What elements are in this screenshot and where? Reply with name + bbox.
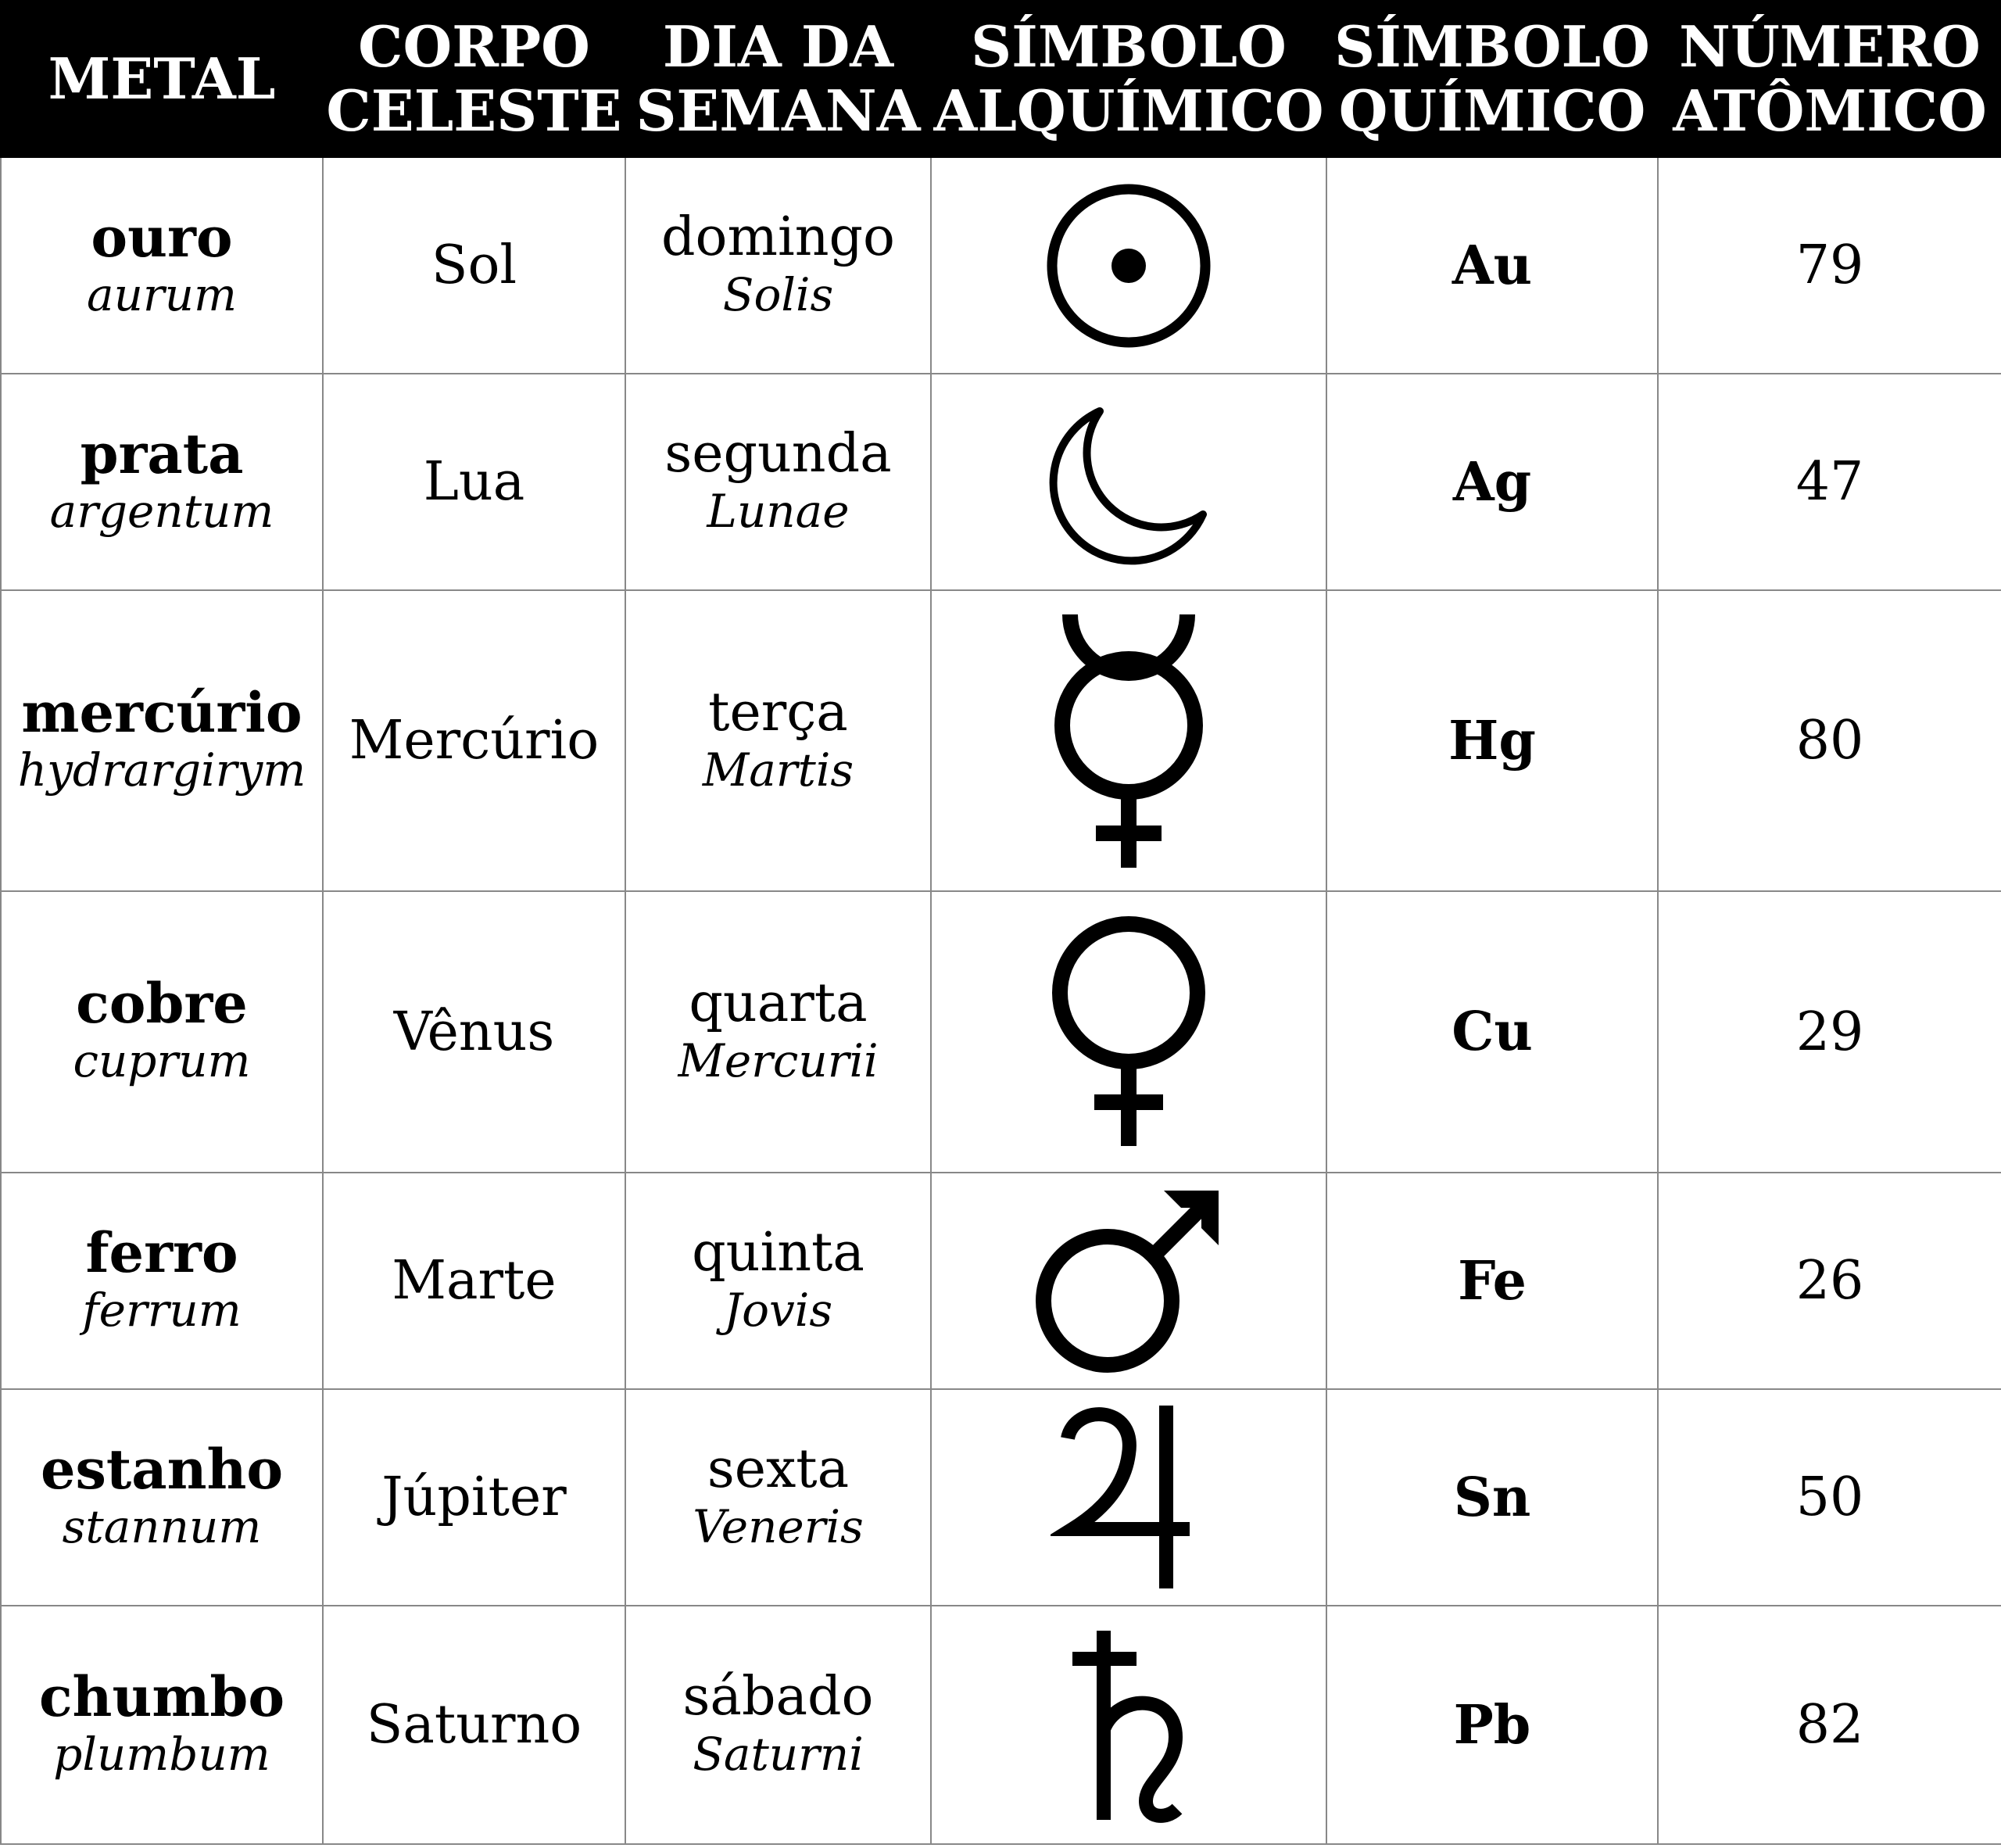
alchemical-symbol-cell [931, 590, 1326, 891]
chemical-symbol: Au [1326, 157, 1658, 374]
celestial-body: Saturno [323, 1606, 625, 1844]
table-row [1, 374, 2001, 590]
metal-name: ferro [85, 1219, 238, 1285]
header-corpo-celeste [323, 1, 625, 157]
metal-name: estanho [40, 1436, 284, 1502]
weekday-name: quinta [692, 1221, 864, 1284]
chemical-symbol: Ag [1326, 374, 1658, 590]
weekday-cell [625, 1173, 931, 1389]
chemical-symbol: Pb [1326, 1606, 1658, 1844]
atomic-number: 47 [1658, 374, 2001, 590]
atomic-number: 26 [1658, 1173, 2001, 1389]
metal-cell [1, 1606, 323, 1844]
chemical-symbol: Cu [1326, 891, 1658, 1173]
chemical-symbol: Sn [1326, 1389, 1658, 1606]
celestial-body: Vênus [323, 891, 625, 1173]
metal-latin: stannum [62, 1499, 262, 1553]
header-corpo-celeste-line-2: CELESTE [326, 77, 622, 144]
header-metal-line-1: METAL [48, 45, 276, 112]
table-row [1, 157, 2001, 374]
header-numero-atomico-line-1: NÚMERO [1679, 13, 1981, 80]
metal-cell [1, 590, 323, 891]
header-dia-da-semana-line-2: SEMANA [635, 77, 921, 144]
weekday-latin: Solis [722, 267, 834, 321]
weekday-cell [625, 374, 931, 590]
celestial-body: Júpiter [323, 1389, 625, 1606]
metal-latin: cuprum [73, 1034, 251, 1087]
table-row [1, 590, 2001, 891]
metal-latin: aurum [86, 267, 237, 321]
header-numero-atomico-line-2: ATÔMICO [1673, 77, 1987, 144]
metal-name: mercúrio [21, 679, 302, 745]
metal-cell [1, 1173, 323, 1389]
venus-icon [1043, 915, 1215, 1149]
metal-cell [1, 374, 323, 590]
celestial-body: Lua [323, 374, 625, 590]
celestial-body: Mercúrio [323, 590, 625, 891]
celestial-body: Sol [323, 157, 625, 374]
header-numero-atomico [1658, 1, 2001, 157]
chemical-symbol: Fe [1326, 1173, 1658, 1389]
weekday-name: sexta [707, 1438, 850, 1500]
sun-icon [1043, 180, 1215, 352]
header-row [1, 1, 2001, 157]
header-simbolo-quimico-line-2: QUÍMICO [1338, 77, 1646, 144]
metal-latin: argentum [49, 484, 274, 538]
atomic-number: 79 [1658, 157, 2001, 374]
weekday-name: sábado [682, 1665, 874, 1728]
table-row [1, 1606, 2001, 1844]
alchemical-symbol-cell [931, 1606, 1326, 1844]
alchemical-symbol-cell [931, 1389, 1326, 1606]
metal-cell [1, 157, 323, 374]
weekday-cell [625, 1389, 931, 1606]
header-simbolo-alquimico-line-2: ALQUÍMICO [933, 77, 1324, 144]
chemical-symbol: Hg [1326, 590, 1658, 891]
metal-latin: ferrum [82, 1283, 242, 1337]
jupiter-icon [1051, 1404, 1207, 1592]
weekday-latin: Jovis [723, 1283, 833, 1337]
header-dia-da-semana [625, 1, 931, 157]
atomic-number: 80 [1658, 590, 2001, 891]
weekday-cell [625, 1606, 931, 1844]
weekday-latin: Veneris [693, 1499, 864, 1553]
moon-icon [1039, 392, 1219, 572]
metal-name: chumbo [38, 1664, 285, 1729]
metal-latin: hydrargirym [17, 743, 306, 797]
celestial-body: Marte [323, 1173, 625, 1389]
table-row [1, 891, 2001, 1173]
mars-icon [1031, 1187, 1226, 1375]
alchemical-symbol-cell [931, 157, 1326, 374]
header-simbolo-quimico-line-1: SÍMBOLO [1334, 13, 1650, 80]
saturn-icon [1058, 1628, 1199, 1823]
weekday-latin: Mercurii [678, 1034, 879, 1087]
header-simbolo-alquimico [931, 1, 1326, 157]
metal-cell [1, 891, 323, 1173]
header-simbolo-quimico [1326, 1, 1658, 157]
header-metal [1, 1, 323, 157]
metal-cell [1, 1389, 323, 1606]
atomic-number: 82 [1658, 1606, 2001, 1844]
atomic-number: 50 [1658, 1389, 2001, 1606]
header-dia-da-semana-line-1: DIA DA [662, 13, 894, 80]
weekday-name: terça [708, 681, 848, 743]
table-row [1, 1173, 2001, 1389]
weekday-cell [625, 157, 931, 374]
weekday-name: segunda [664, 422, 892, 485]
weekday-name: domingo [661, 206, 895, 268]
alchemical-symbol-cell [931, 1173, 1326, 1389]
weekday-cell [625, 891, 931, 1173]
metal-name: prata [80, 421, 244, 486]
metal-latin: plumbum [53, 1727, 270, 1781]
weekday-latin: Lunae [707, 484, 850, 538]
mercury-icon [1043, 608, 1215, 874]
metal-name: ouro [91, 204, 233, 270]
alchemical-symbol-cell [931, 374, 1326, 590]
header-corpo-celeste-line-1: CORPO [358, 13, 590, 80]
metal-name: cobre [76, 971, 248, 1036]
weekday-latin: Martis [702, 743, 854, 797]
alchemical-symbol-cell [931, 891, 1326, 1173]
header-simbolo-alquimico-line-1: SÍMBOLO [971, 13, 1287, 80]
weekday-latin: Saturni [693, 1727, 864, 1781]
atomic-number: 29 [1658, 891, 2001, 1173]
table-row [1, 1389, 2001, 1606]
weekday-name: quarta [689, 972, 868, 1034]
weekday-cell [625, 590, 931, 891]
